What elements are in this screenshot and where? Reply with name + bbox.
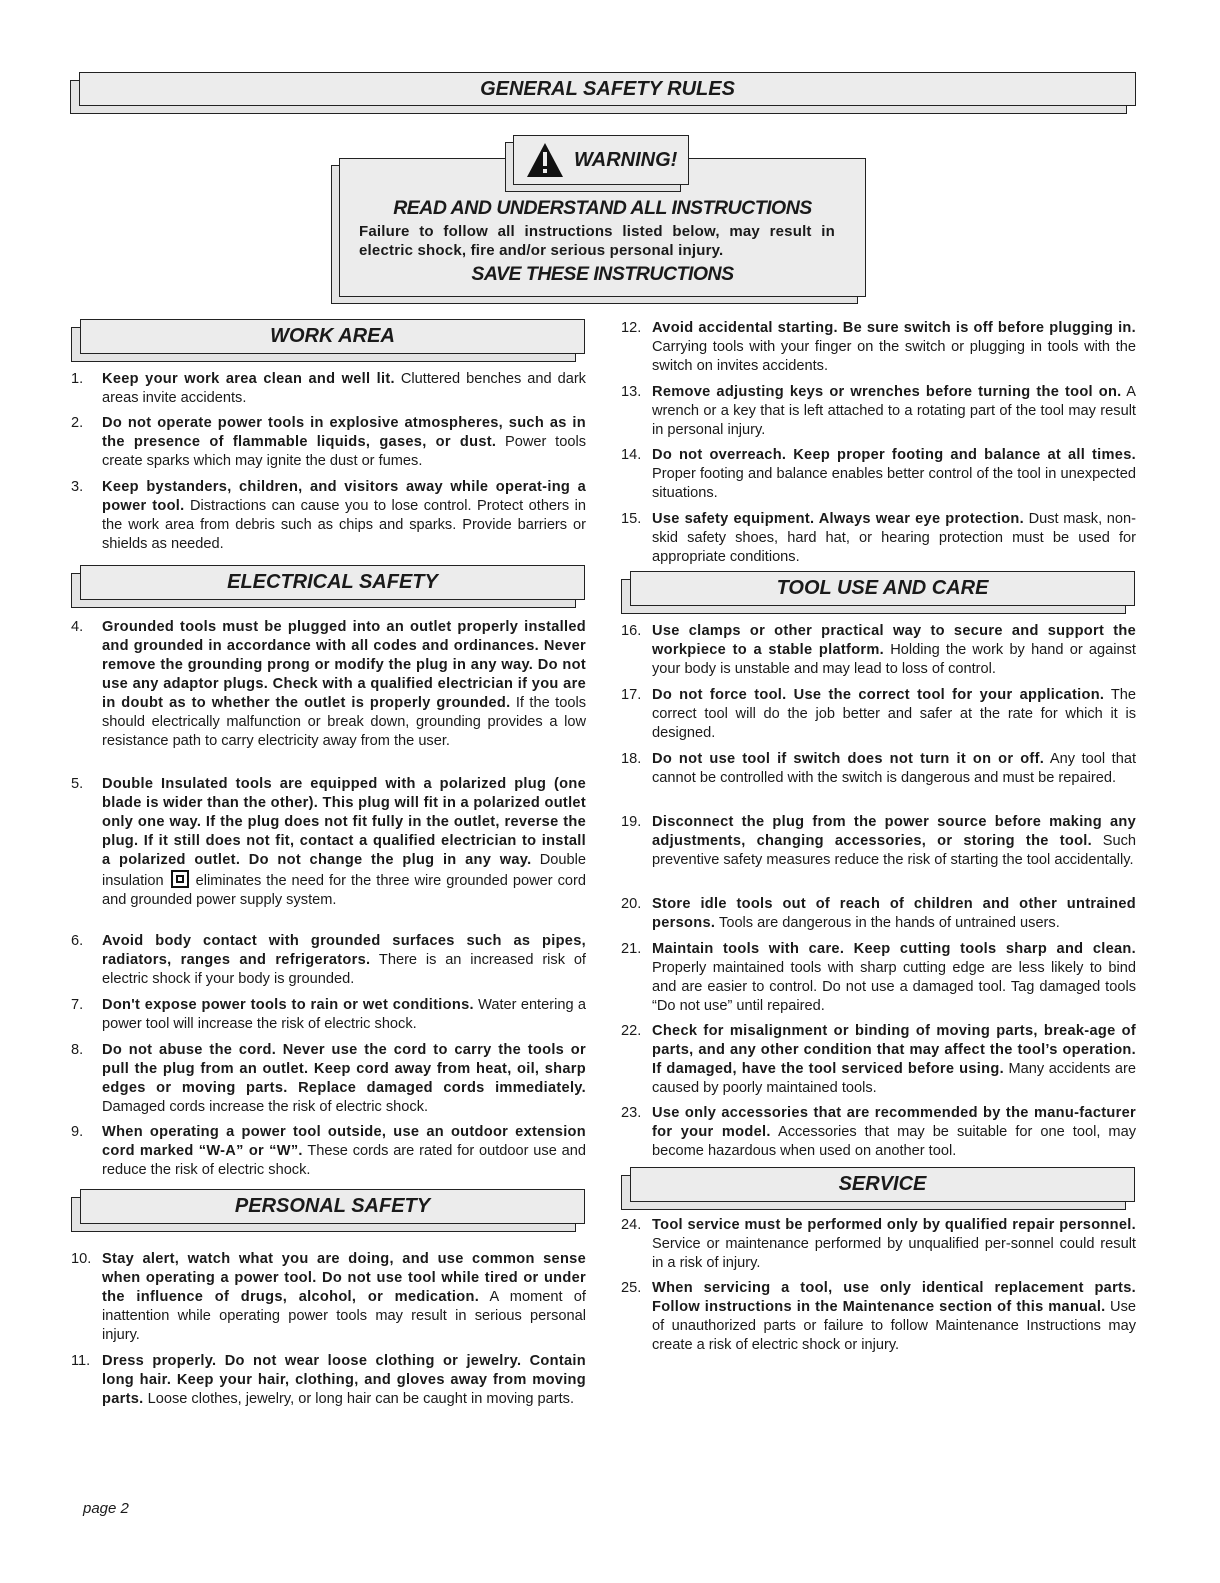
page-number: page 2 — [83, 1500, 129, 1517]
list-item: 23. Use only accessories that are recommended by the manu-facturer for your model. Accessories that may be suitable for one tool, may become hazardous when used on another tool. — [621, 1105, 1137, 1159]
warning-body: Failure to follow all instructions listed below, may result in electric shock, fire and/or serious personal injury. — [359, 223, 835, 259]
list-item: 16. Use clamps or other practical way to secure and support the workpiece to a stable platform. Holding the work by hand or against your body is unstable and may lead to loss of control. — [621, 623, 1136, 677]
personal-safety-header — [80, 1189, 585, 1224]
double-insulation-icon — [171, 870, 189, 888]
electrical-safety-header — [80, 565, 585, 600]
list-item: 10. Stay alert, watch what you are doing, and use common sense when operating a power tool. Do not use tool while tired or under the influence of drugs, alcohol, or medication. A moment of inattention while operating power tools may result in serious personal injury. — [71, 1251, 586, 1343]
list-item: 4. Grounded tools must be plugged into an outlet properly installed and grounded in accordance with all codes and ordinances. Never remove the grounding prong or modify the plug in any way. Do not use any adaptor plugs. Check with a qualified electrician if you are in doubt as to whether the outlet is properly grounded. If the tools should electrically malfunction or break down, grounding provides a low resistance path to carry electricity away from the user. — [71, 619, 586, 749]
tool-use-care-title: TOOL USE AND CARE — [630, 571, 1135, 606]
list-item: 20. Store idle tools out of reach of children and other untrained persons. Tools are dangerous in the hands of untrained users. — [621, 896, 1136, 931]
list-item: 18. Do not use tool if switch does not turn it on or off. Any tool that cannot be controlled with the switch is dangerous and must be repaired. — [621, 751, 1136, 786]
list-item: 2. Do not operate power tools in explosive atmospheres, such as in the presence of flammable liquids, gases, or dust. Power tools create sparks which may ignite the dust or fumes. — [71, 415, 586, 469]
list-item: 7. Don't expose power tools to rain or wet conditions. Water entering a power tool will increase the risk of electric shock. — [71, 997, 586, 1032]
list-item: 14. Do not overreach. Keep proper footing and balance at all times. Proper footing and balance enables better control of the tool in unexpected situations. — [621, 447, 1136, 501]
list-item: 6. Avoid body contact with grounded surfaces such as pipes, radiators, ranges and refrigerators. There is an increased risk of electric shock if your body is grounded. — [71, 933, 586, 987]
list-item: 22. Check for misalignment or binding of moving parts, break-age of parts, and any other condition that may affect the tool’s operation. If damaged, have the tool serviced before using. Many accidents are caused by poorly maintained tools. — [621, 1023, 1136, 1096]
list-item: 11. Dress properly. Do not wear loose clothing or jewelry. Contain long hair. Keep your hair, clothing, and gloves away from moving parts. Loose clothes, jewelry, or long hair can be caught in moving parts. — [71, 1353, 586, 1407]
list-item: 19. Disconnect the plug from the power source before making any adjustments, changing accessories, or storing the tool. Such preventive safety measures reduce the risk of starting the tool accidentally. — [621, 814, 1136, 868]
list-item: 25. When servicing a tool, use only identical replacement parts. Follow instructions in the Maintenance section of this manual. Use of unauthorized parts or failure to follow Maintenance Instructions may create a risk of electric shock or injury. — [621, 1280, 1136, 1353]
list-item: 24. Tool service must be performed only by qualified repair personnel. Service or maintenance performed by unqualified per-sonnel could result in a risk of injury. — [621, 1217, 1136, 1271]
general-safety-rules-header — [79, 72, 1136, 106]
tool-use-care-header — [630, 571, 1135, 606]
list-item: 15. Use safety equipment. Always wear eye protection. Dust mask, non-skid safety shoes, hard hat, or hearing protection must be used for appropriate conditions. — [621, 511, 1136, 565]
service-header — [630, 1167, 1135, 1202]
list-item: 21. Maintain tools with care. Keep cutting tools sharp and clean. Properly maintained tools with sharp cutting edge are less likely to bind and are easier to control. Do not use a damaged tool. Tag damaged tools “Do not use” until repaired. — [621, 941, 1136, 1014]
warning-save-instructions: SAVE THESE INSTRUCTIONS — [471, 263, 734, 285]
list-item: 5. Double Insulated tools are equipped with a polarized plug (one blade is wider than the other). This plug will fit in a polarized outlet only one way. If the plug does not fit fully in the outlet, reverse the plug. If it still does not fit, contact a qualified electrician to install a polarized outlet. Do not change the plug in any way. Double insulation eliminates the need for the three wire grounded power cord and grounded power supply system. — [71, 776, 586, 908]
service-title: SERVICE — [630, 1167, 1135, 1202]
list-item: 9. When operating a power tool outside, use an outdoor extension cord marked “W-A” or “W”. These cords are rated for outdoor use and reduce the risk of electric shock. — [71, 1124, 586, 1178]
list-item: 17. Do not force tool. Use the correct tool for your application. The correct tool will do the job better and safer at the rate for which it is designed. — [621, 687, 1136, 741]
work-area-title: WORK AREA — [80, 319, 585, 354]
list-item: 1. Keep your work area clean and well lit. Cluttered benches and dark areas invite accidents. — [71, 371, 586, 406]
warning-label: WARNING! — [574, 148, 678, 171]
warning-title: READ AND UNDERSTAND ALL INSTRUCTIONS — [393, 197, 812, 219]
list-item: 8. Do not abuse the cord. Never use the cord to carry the tools or pull the plug from an outlet. Keep cord away from heat, oil, sharp edges or moving parts. Replace damaged cords immediately. Damaged cords increase the risk of electric shock. — [71, 1042, 586, 1115]
personal-safety-title: PERSONAL SAFETY — [80, 1189, 585, 1224]
general-safety-rules-title: GENERAL SAFETY RULES — [79, 72, 1136, 106]
list-item: 3. Keep bystanders, children, and visitors away while operat-ing a power tool. Distractions can cause you to lose control. Protect others in the work area from debris such as chips and sparks. Provide barriers or shields as needed. — [71, 479, 586, 552]
electrical-safety-title: ELECTRICAL SAFETY — [80, 565, 585, 600]
list-item: 12. Avoid accidental starting. Be sure switch is off before plugging in. Carrying tools with your finger on the switch or plugging in tools with the switch on invites accidents. — [621, 320, 1136, 374]
warning-triangle-icon — [526, 142, 564, 178]
warning-tab — [513, 135, 689, 185]
work-area-header — [80, 319, 585, 354]
list-item: 13. Remove adjusting keys or wrenches before turning the tool on. A wrench or a key that is left attached to a rotating part of the tool may result in personal injury. — [621, 384, 1136, 438]
